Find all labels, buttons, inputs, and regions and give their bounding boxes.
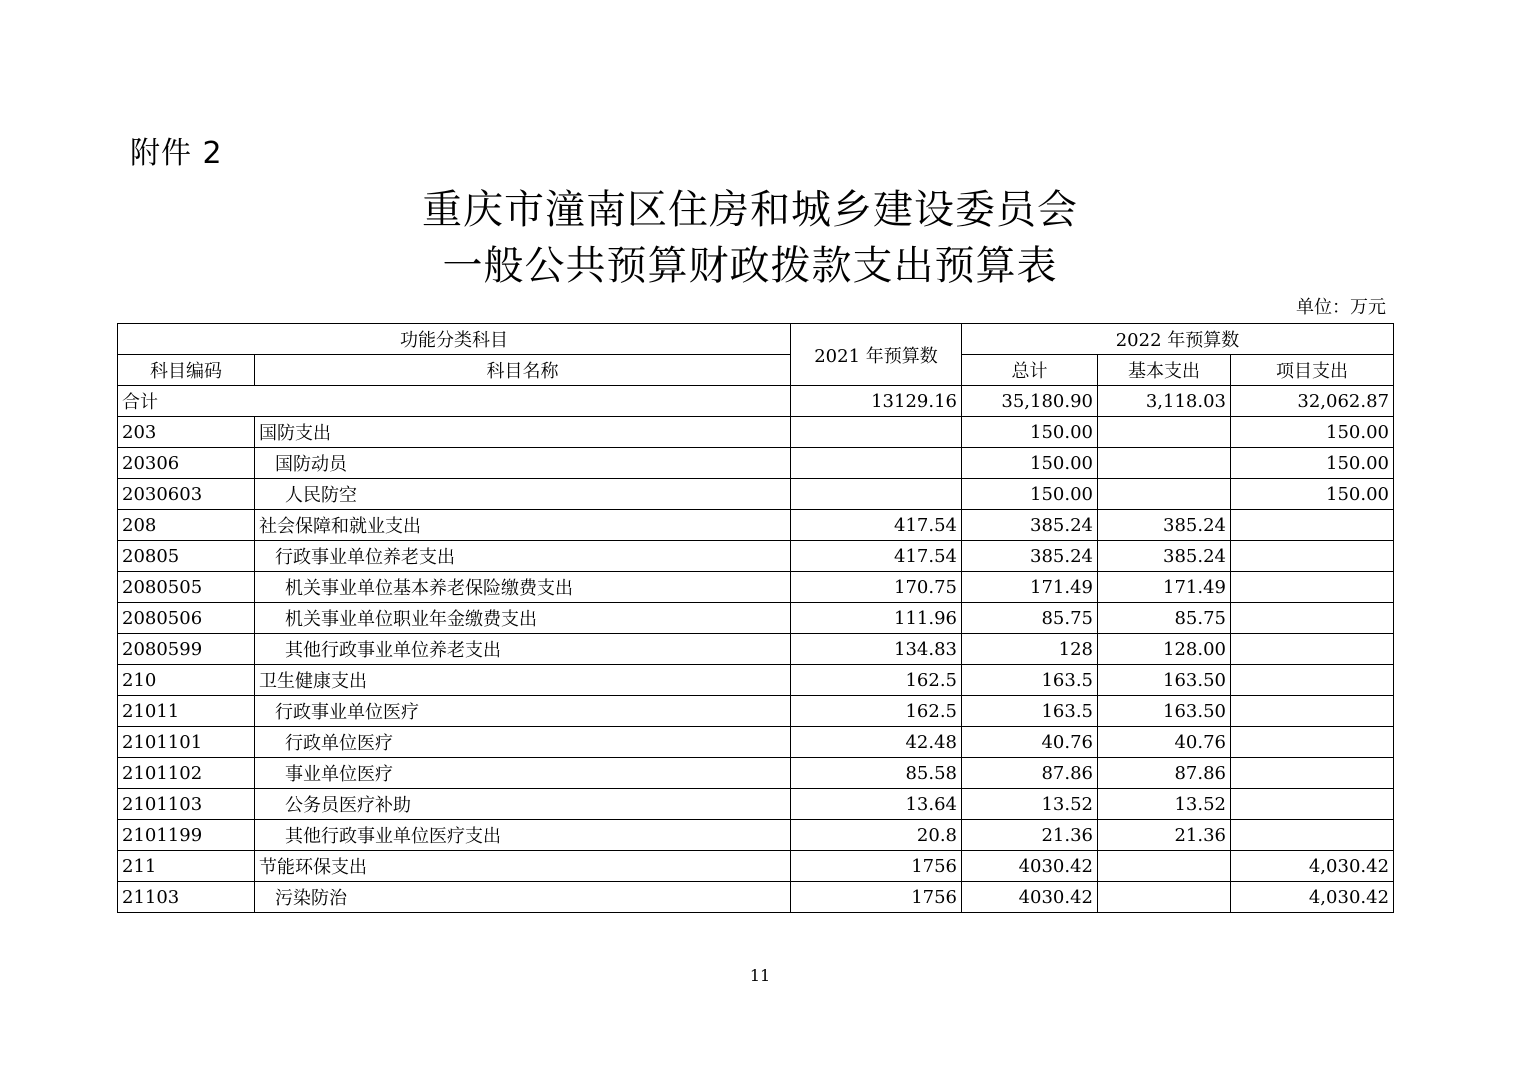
cell-name: 卫生健康支出 [255, 665, 791, 696]
cell-code: 2101102 [118, 758, 255, 789]
summary-total: 35,180.90 [962, 386, 1098, 417]
table-row [118, 572, 1394, 603]
table-row [118, 448, 1394, 479]
table-row [118, 882, 1394, 913]
cell-basic: 385.24 [1098, 510, 1231, 541]
cell-budget-2021 [791, 417, 962, 448]
cell-total: 385.24 [962, 541, 1098, 572]
summary-project: 32,062.87 [1231, 386, 1394, 417]
cell-name: 人民防空 [255, 479, 791, 510]
header-code: 科目编码 [118, 355, 255, 386]
cell-basic: 21.36 [1098, 820, 1231, 851]
summary-basic: 3,118.03 [1098, 386, 1231, 417]
summary-label: 合计 [118, 386, 791, 417]
cell-budget-2021: 1756 [791, 882, 962, 913]
header-name: 科目名称 [255, 355, 791, 386]
cell-budget-2021: 170.75 [791, 572, 962, 603]
cell-total: 87.86 [962, 758, 1098, 789]
cell-project: 150.00 [1231, 417, 1394, 448]
cell-project: 4,030.42 [1231, 882, 1394, 913]
page-number: 11 [749, 966, 771, 985]
cell-code: 211 [118, 851, 255, 882]
cell-budget-2021: 85.58 [791, 758, 962, 789]
cell-total: 128 [962, 634, 1098, 665]
cell-basic: 87.86 [1098, 758, 1231, 789]
cell-basic [1098, 479, 1231, 510]
table-row [118, 417, 1394, 448]
table-row [118, 510, 1394, 541]
cell-code: 2101103 [118, 789, 255, 820]
cell-project [1231, 572, 1394, 603]
cell-budget-2021: 1756 [791, 851, 962, 882]
cell-basic [1098, 417, 1231, 448]
cell-name: 公务员医疗补助 [255, 789, 791, 820]
cell-budget-2021: 417.54 [791, 541, 962, 572]
cell-code: 210 [118, 665, 255, 696]
cell-basic: 40.76 [1098, 727, 1231, 758]
cell-name: 行政事业单位医疗 [255, 696, 791, 727]
cell-project [1231, 758, 1394, 789]
cell-code: 203 [118, 417, 255, 448]
cell-basic [1098, 448, 1231, 479]
unit-label: 单位：万元 [1296, 297, 1386, 318]
cell-total: 150.00 [962, 479, 1098, 510]
cell-name: 其他行政事业单位养老支出 [255, 634, 791, 665]
cell-name: 机关事业单位基本养老保险缴费支出 [255, 572, 791, 603]
table-row [118, 696, 1394, 727]
header-budget-2022: 2022 年预算数 [962, 324, 1394, 355]
budget-table [117, 323, 1394, 913]
cell-code: 21103 [118, 882, 255, 913]
table-row [118, 789, 1394, 820]
cell-code: 2101101 [118, 727, 255, 758]
cell-project [1231, 727, 1394, 758]
cell-project [1231, 603, 1394, 634]
cell-project [1231, 820, 1394, 851]
attachment-label: 附件 2 [130, 136, 223, 171]
cell-total: 163.5 [962, 665, 1098, 696]
cell-code: 2080506 [118, 603, 255, 634]
cell-budget-2021 [791, 479, 962, 510]
cell-budget-2021: 162.5 [791, 665, 962, 696]
cell-basic: 163.50 [1098, 665, 1231, 696]
cell-basic: 128.00 [1098, 634, 1231, 665]
cell-name: 事业单位医疗 [255, 758, 791, 789]
cell-total: 4030.42 [962, 851, 1098, 882]
summary-budget-2021: 13129.16 [791, 386, 962, 417]
table-row [118, 665, 1394, 696]
table-row [118, 820, 1394, 851]
table-row [118, 727, 1394, 758]
cell-total: 13.52 [962, 789, 1098, 820]
cell-name: 其他行政事业单位医疗支出 [255, 820, 791, 851]
cell-budget-2021: 13.64 [791, 789, 962, 820]
cell-budget-2021: 162.5 [791, 696, 962, 727]
cell-project [1231, 541, 1394, 572]
cell-basic [1098, 882, 1231, 913]
header-functional-category: 功能分类科目 [118, 324, 791, 355]
cell-total: 85.75 [962, 603, 1098, 634]
cell-total: 385.24 [962, 510, 1098, 541]
cell-name: 机关事业单位职业年金缴费支出 [255, 603, 791, 634]
cell-project [1231, 665, 1394, 696]
header-basic: 基本支出 [1098, 355, 1231, 386]
summary-row [118, 386, 1394, 417]
cell-name: 国防支出 [255, 417, 791, 448]
cell-code: 20306 [118, 448, 255, 479]
cell-name: 节能环保支出 [255, 851, 791, 882]
cell-total: 4030.42 [962, 882, 1098, 913]
cell-budget-2021: 111.96 [791, 603, 962, 634]
cell-basic: 85.75 [1098, 603, 1231, 634]
cell-total: 21.36 [962, 820, 1098, 851]
table-row [118, 479, 1394, 510]
cell-name: 行政单位医疗 [255, 727, 791, 758]
cell-budget-2021: 417.54 [791, 510, 962, 541]
cell-basic: 163.50 [1098, 696, 1231, 727]
cell-basic: 13.52 [1098, 789, 1231, 820]
header-total: 总计 [962, 355, 1098, 386]
cell-code: 20805 [118, 541, 255, 572]
header-budget-2021: 2021 年预算数 [791, 324, 962, 386]
cell-basic: 171.49 [1098, 572, 1231, 603]
cell-code: 2030603 [118, 479, 255, 510]
header-row-2 [118, 355, 1394, 386]
cell-project: 150.00 [1231, 479, 1394, 510]
cell-project [1231, 789, 1394, 820]
cell-project: 150.00 [1231, 448, 1394, 479]
header-row-1 [118, 324, 1394, 355]
cell-name: 社会保障和就业支出 [255, 510, 791, 541]
document-title-line-2: 一般公共预算财政拨款支出预算表 [442, 243, 1058, 289]
cell-basic: 385.24 [1098, 541, 1231, 572]
cell-budget-2021: 134.83 [791, 634, 962, 665]
table-row [118, 634, 1394, 665]
table-row [118, 603, 1394, 634]
cell-total: 150.00 [962, 448, 1098, 479]
cell-total: 163.5 [962, 696, 1098, 727]
cell-total: 171.49 [962, 572, 1098, 603]
cell-code: 2080599 [118, 634, 255, 665]
table-row [118, 541, 1394, 572]
cell-name: 行政事业单位养老支出 [255, 541, 791, 572]
cell-code: 21011 [118, 696, 255, 727]
table-row [118, 758, 1394, 789]
cell-basic [1098, 851, 1231, 882]
cell-code: 2101199 [118, 820, 255, 851]
cell-project [1231, 634, 1394, 665]
cell-name: 污染防治 [255, 882, 791, 913]
cell-budget-2021: 42.48 [791, 727, 962, 758]
cell-code: 208 [118, 510, 255, 541]
cell-total: 150.00 [962, 417, 1098, 448]
cell-budget-2021: 20.8 [791, 820, 962, 851]
header-project: 项目支出 [1231, 355, 1394, 386]
cell-name: 国防动员 [255, 448, 791, 479]
cell-project [1231, 696, 1394, 727]
cell-total: 40.76 [962, 727, 1098, 758]
cell-project: 4,030.42 [1231, 851, 1394, 882]
document-title-line-1: 重庆市潼南区住房和城乡建设委员会 [422, 187, 1078, 233]
cell-project [1231, 510, 1394, 541]
table-row [118, 851, 1394, 882]
cell-code: 2080505 [118, 572, 255, 603]
cell-budget-2021 [791, 448, 962, 479]
